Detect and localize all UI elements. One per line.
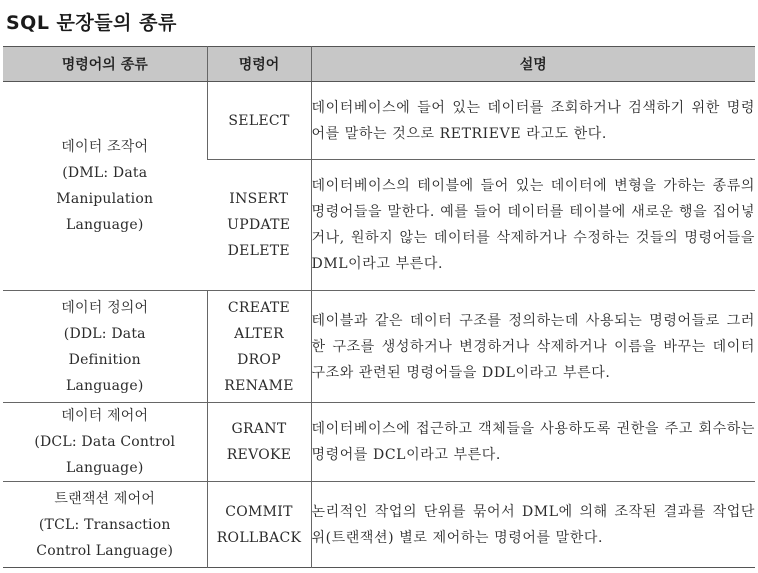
- command-type-cell: [3, 482, 207, 568]
- header-command-type: 명령어의 종류: [3, 47, 207, 82]
- command-name: SELECT: [228, 112, 290, 129]
- command-name: RENAME: [224, 377, 294, 394]
- command-name: UPDATE: [227, 217, 291, 233]
- command-name: CREATE: [227, 299, 291, 316]
- command-type-line: 트랜잭션 제어어: [54, 490, 156, 507]
- command-cell: [207, 82, 311, 160]
- command-type-cell: [3, 291, 207, 403]
- description-cell: 데이터베이스에 들어 있는 데이터를 조회하거나 검색하기 위한 명령어를 말하는 것으로 RETRIEVE 라고도 한다.: [311, 82, 755, 160]
- table-row: [3, 482, 755, 568]
- command-cell: [207, 403, 311, 482]
- description-cell: 데이터베이스의 테이블에 들어 있는 데이터에 변형을 가하는 종류의 명령어들을 말한다. 예를 들어 데이터를 테이블에 새로운 행을 집어넣거나, 원하지 않는 데이터를 삭제하거나 수정하는 것들의 명령어들을 DML이라고 부른다.: [311, 160, 755, 291]
- command-type-line: (DCL: Data Control: [34, 434, 176, 450]
- command-type-cell: [3, 82, 207, 291]
- command-type-line: Language): [66, 460, 144, 476]
- table-row: [3, 291, 755, 403]
- page-title: SQL 문장들의 종류: [6, 12, 177, 34]
- command-name: GRANT: [231, 421, 287, 437]
- header-command: 명령어: [207, 47, 311, 82]
- command-name: ALTER: [234, 325, 284, 342]
- command-type-line: 데이터 조작어: [61, 139, 149, 155]
- header-row: [3, 47, 755, 82]
- command-type-line: Language): [66, 377, 144, 394]
- command-type-line: Manipulation: [56, 191, 154, 207]
- command-cell: [207, 482, 311, 568]
- command-type-line: Language): [66, 217, 144, 233]
- command-name: INSERT: [229, 191, 289, 207]
- table-row: [3, 82, 755, 160]
- command-name: ROLLBACK: [216, 529, 302, 546]
- sql-statement-table: [3, 46, 755, 568]
- description-cell: 논리적인 작업의 단위를 묶어서 DML에 의해 조작된 결과를 작업단위(트랜잭션) 별로 제어하는 명령어를 말한다.: [311, 482, 755, 568]
- command-cell: [207, 160, 311, 291]
- command-type-line: (DDL: Data: [63, 325, 146, 342]
- command-type-line: (TCL: Transaction: [38, 516, 171, 533]
- table-row: [3, 403, 755, 482]
- description-cell: 테이블과 같은 데이터 구조를 정의하는데 사용되는 명령어들로 그러한 구조를 생성하거나 변경하거나 삭제하거나 이름을 바꾸는 데이터 구조와 관련된 명령어들을 DDL이라고 부른다.: [311, 291, 755, 403]
- command-name: DROP: [237, 351, 281, 368]
- command-cell: [207, 291, 311, 403]
- command-name: COMMIT: [225, 503, 293, 520]
- command-name: DELETE: [227, 243, 290, 259]
- header-description: 설명: [311, 47, 755, 82]
- command-type-line: Control Language): [36, 542, 174, 559]
- command-type-cell: [3, 403, 207, 482]
- command-type-line: (DML: Data: [62, 165, 148, 181]
- command-type-line: 데이터 제어어: [61, 408, 149, 424]
- command-type-line: 데이터 정의어: [61, 299, 149, 316]
- description-cell: 데이터베이스에 접근하고 객체들을 사용하도록 권한을 주고 회수하는 명령어를 DCL이라고 부른다.: [311, 403, 755, 482]
- command-type-line: Definition: [68, 351, 141, 368]
- command-name: REVOKE: [226, 447, 292, 463]
